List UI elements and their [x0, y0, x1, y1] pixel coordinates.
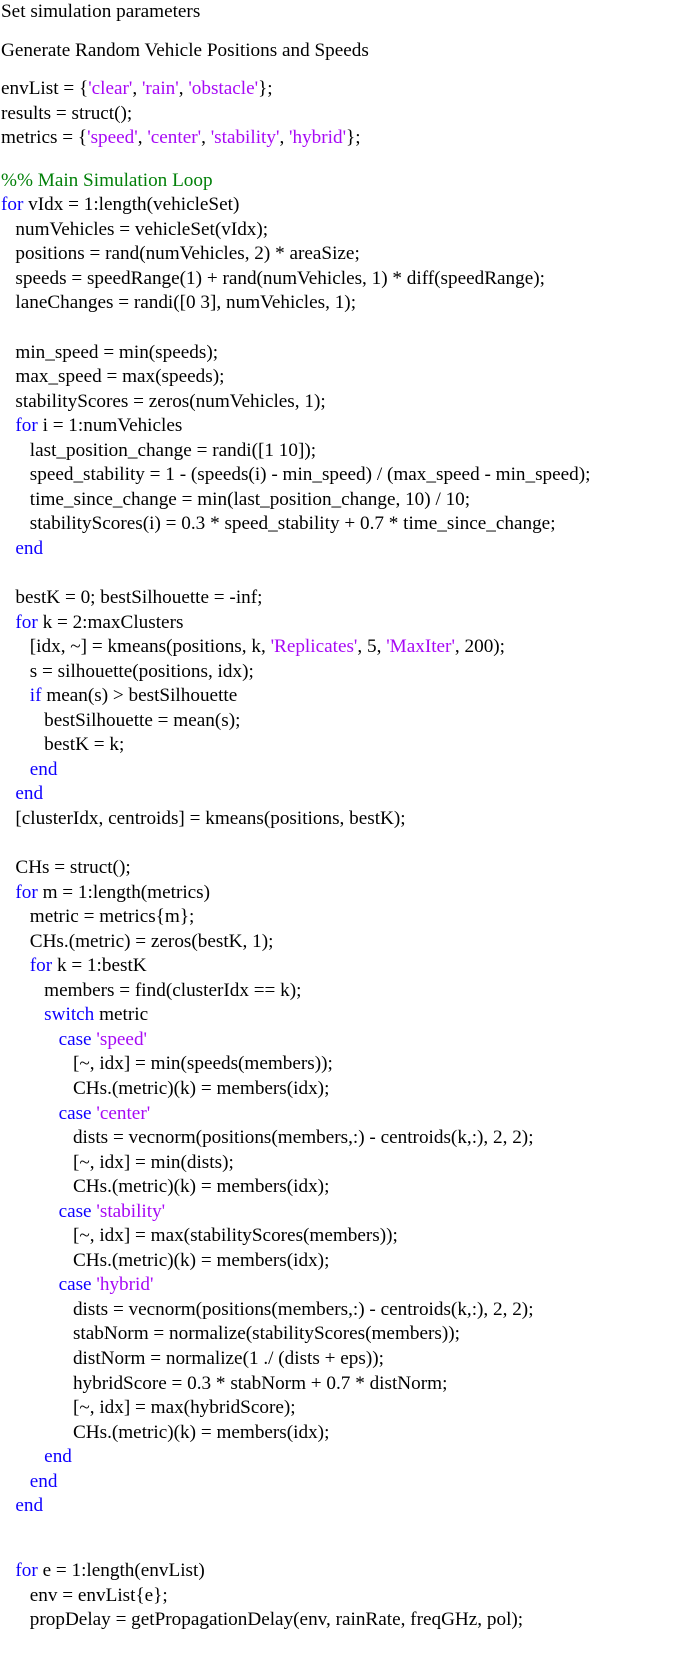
string-literal: 'speed' — [96, 1028, 147, 1050]
code-text: time_since_change = min(last_position_change, 10) / 10; — [1, 488, 471, 510]
code-text: CHs.(metric) = zeros(bestK, 1); — [1, 930, 274, 952]
code-text: speed_stability = 1 - (speeds(i) - min_speed) / (max_speed - min_speed); — [1, 464, 591, 486]
code-line — [1, 512, 681, 537]
code-line — [1, 758, 681, 783]
string-literal: 'rain' — [141, 78, 179, 100]
code-line — [1, 463, 681, 488]
code-document — [1, 0, 681, 1633]
code-text: k = 1:bestK — [52, 955, 147, 977]
code-line — [1, 1298, 681, 1323]
code-text: CHs = struct(); — [1, 857, 131, 879]
code-text — [1, 1274, 59, 1295]
keyword: end — [15, 537, 44, 559]
code-line — [1, 1322, 681, 1347]
code-text: , — [132, 78, 142, 100]
code-text: hybridScore = 0.3 * stabNorm + 0.7 * distNorm; — [1, 1372, 448, 1394]
code-text: [~, idx] = min(dists); — [1, 1151, 234, 1173]
keyword: end — [15, 1495, 44, 1517]
keyword: for — [15, 881, 38, 903]
code-text: s = silhouette(positions, idx); — [1, 660, 254, 682]
code-line — [1, 1347, 681, 1372]
code-text — [1, 1495, 15, 1516]
code-text: env = envList{e}; — [1, 1584, 168, 1606]
code-line — [1, 267, 681, 292]
code-text: k = 2:maxClusters — [37, 611, 184, 633]
code-line — [1, 930, 681, 955]
code-text: max_speed = max(speeds); — [1, 366, 225, 388]
code-line — [1, 1126, 681, 1151]
code-text: [idx, ~] = kmeans(positions, k, — [1, 636, 271, 658]
code-text: metric — [94, 1004, 149, 1026]
code-line — [1, 341, 681, 366]
code-line — [1, 1003, 681, 1028]
code-text — [1, 538, 15, 559]
code-text: CHs.(metric)(k) = members(idx); — [1, 1249, 330, 1271]
code-line — [1, 193, 681, 218]
string-literal: 'obstacle' — [188, 78, 259, 100]
code-text: dists = vecnorm(positions(members,:) - centroids(k,:), 2, 2); — [1, 1127, 534, 1149]
code-text — [1, 1560, 15, 1581]
code-text: last_position_change = randi([1 10]); — [1, 439, 317, 461]
code-line — [1, 242, 681, 267]
code-text: propDelay = getPropagationDelay(env, rainRate, freqGHz, pol); — [1, 1609, 524, 1631]
keyword: if — [29, 685, 42, 707]
code-text: bestK = 0; bestSilhouette = -inf; — [1, 587, 263, 609]
code-text — [1, 1103, 59, 1124]
keyword: switch — [44, 1004, 95, 1026]
keyword: case — [58, 1102, 92, 1124]
code-text: i = 1:numVehicles — [37, 415, 183, 437]
code-text — [1, 759, 30, 780]
code-line — [1, 1519, 681, 1544]
string-literal: 'center' — [147, 127, 202, 149]
keyword: for — [15, 1560, 38, 1582]
keyword: for — [15, 611, 38, 633]
code-line — [1, 611, 681, 636]
string-literal: 'clear' — [88, 78, 133, 100]
code-line — [1, 1151, 681, 1176]
code-line — [1, 1372, 681, 1397]
code-line — [1, 1102, 681, 1127]
string-literal: 'MaxIter' — [386, 636, 455, 658]
code-line — [1, 77, 681, 102]
code-line — [1, 1052, 681, 1077]
code-line — [1, 126, 681, 151]
code-text — [1, 1471, 30, 1492]
code-text — [1, 685, 30, 706]
code-text: stabilityScores = zeros(numVehicles, 1); — [1, 390, 326, 412]
code-text — [1, 783, 15, 804]
code-line — [1, 1200, 681, 1225]
code-line — [1, 102, 681, 127]
code-line — [1, 1175, 681, 1200]
code-line — [1, 856, 681, 881]
keyword: end — [29, 1470, 58, 1492]
code-line — [1, 390, 681, 415]
code-line — [1, 1584, 681, 1609]
keyword: case — [58, 1028, 92, 1050]
code-text: stabilityScores(i) = 0.3 * speed_stability + 0.7 * time_since_change; — [1, 513, 556, 535]
code-line — [1, 684, 681, 709]
string-literal: 'hybrid' — [289, 127, 347, 149]
code-text: [clusterIdx, centroids] = kmeans(positions, bestK); — [1, 807, 406, 829]
string-literal: 'speed' — [87, 127, 138, 149]
string-literal: 'stability' — [210, 127, 280, 149]
code-text: CHs.(metric)(k) = members(idx); — [1, 1077, 330, 1099]
code-text — [1, 955, 30, 976]
code-line — [1, 218, 681, 243]
code-text: dists = vecnorm(positions(members,:) - centroids(k,:), 2, 2); — [1, 1298, 534, 1320]
code-line — [1, 1494, 681, 1519]
code-line — [1, 365, 681, 390]
code-text — [1, 1004, 44, 1025]
document-subtitle — [1, 39, 681, 64]
keyword: for — [1, 194, 24, 216]
code-text: Set simulation parameters — [1, 1, 201, 22]
string-literal: 'Replicates' — [270, 636, 358, 658]
code-text: [~, idx] = max(stabilityScores(members)); — [1, 1225, 398, 1247]
code-text: Generate Random Vehicle Positions and Speeds — [1, 39, 369, 61]
code-text: bestSilhouette = mean(s); — [1, 709, 241, 731]
code-line — [1, 1559, 681, 1584]
code-text — [1, 612, 15, 633]
code-line — [1, 832, 681, 857]
string-literal: 'center' — [96, 1102, 151, 1124]
comment: %% Main Simulation Loop — [1, 169, 213, 191]
code-text: mean(s) > bestSilhouette — [41, 685, 238, 707]
code-text: CHs.(metric)(k) = members(idx); — [1, 1176, 330, 1198]
code-line — [1, 1396, 681, 1421]
code-text: min_speed = min(speeds); — [1, 341, 219, 363]
keyword: for — [15, 415, 38, 437]
code-line — [1, 979, 681, 1004]
code-line — [1, 905, 681, 930]
code-text: CHs.(metric)(k) = members(idx); — [1, 1421, 330, 1443]
code-text: , — [178, 78, 189, 100]
code-line — [1, 881, 681, 906]
code-text: speeds = speedRange(1) + rand(numVehicles, 1) * diff(speedRange); — [1, 267, 545, 289]
code-line — [1, 1608, 681, 1633]
code-line — [1, 1273, 681, 1298]
code-line — [1, 733, 681, 758]
code-text: results = struct(); — [1, 102, 133, 124]
code-line — [1, 291, 681, 316]
code-line — [1, 439, 681, 464]
code-line — [1, 1077, 681, 1102]
code-text: vIdx = 1:length(vehicleSet) — [23, 194, 240, 216]
code-text: m = 1:length(metrics) — [37, 881, 211, 903]
code-line — [1, 316, 681, 341]
code-line — [1, 488, 681, 513]
code-text: envList = { — [1, 78, 89, 100]
keyword: end — [29, 758, 58, 780]
code-text — [1, 1446, 44, 1467]
code-line — [1, 586, 681, 611]
document-title — [1, 0, 681, 25]
code-text: , 200); — [454, 636, 506, 658]
code-text: metrics = { — [1, 127, 88, 149]
string-literal: 'stability' — [96, 1200, 166, 1222]
code-text: distNorm = normalize(1 ./ (dists + eps)); — [1, 1347, 384, 1369]
string-literal: 'hybrid' — [96, 1274, 154, 1296]
code-line — [1, 635, 681, 660]
code-text — [1, 1029, 59, 1050]
code-text: , 5, — [357, 636, 387, 658]
code-line — [1, 1421, 681, 1446]
code-text — [1, 882, 15, 903]
code-text: stabNorm = normalize(stabilityScores(members)); — [1, 1323, 460, 1345]
code-line — [1, 660, 681, 685]
keyword: case — [58, 1274, 92, 1296]
code-text: }; — [258, 78, 273, 100]
code-line — [1, 1470, 681, 1495]
code-line — [1, 807, 681, 832]
code-line — [1, 782, 681, 807]
code-line — [1, 1445, 681, 1470]
code-text: , — [137, 127, 148, 149]
code-text: numVehicles = vehicleSet(vIdx); — [1, 218, 269, 240]
code-text: [~, idx] = max(hybridScore); — [1, 1397, 296, 1419]
code-line — [1, 561, 681, 586]
keyword: for — [29, 955, 53, 977]
code-line — [1, 1224, 681, 1249]
code-text: , — [201, 127, 211, 149]
code-line — [1, 169, 681, 194]
code-text: metric = metrics{m}; — [1, 906, 195, 928]
code-text: members = find(clusterIdx == k); — [1, 979, 302, 1001]
code-line — [1, 954, 681, 979]
keyword: case — [58, 1200, 92, 1222]
code-line — [1, 537, 681, 562]
code-line — [1, 1028, 681, 1053]
keyword: end — [15, 783, 44, 805]
code-line — [1, 1249, 681, 1274]
code-text: bestK = k; — [1, 734, 125, 756]
keyword: end — [44, 1446, 72, 1468]
code-text: laneChanges = randi([0 3], numVehicles, 1); — [1, 292, 357, 314]
code-text — [1, 415, 15, 436]
code-text — [1, 1201, 59, 1222]
code-text: }; — [346, 127, 361, 149]
code-line — [1, 414, 681, 439]
code-line — [1, 709, 681, 734]
code-text: positions = rand(numVehicles, 2) * areaSize; — [1, 243, 360, 265]
code-text: , — [279, 127, 290, 149]
code-text: e = 1:length(envList) — [37, 1560, 205, 1582]
code-text: [~, idx] = min(speeds(members)); — [1, 1053, 333, 1075]
